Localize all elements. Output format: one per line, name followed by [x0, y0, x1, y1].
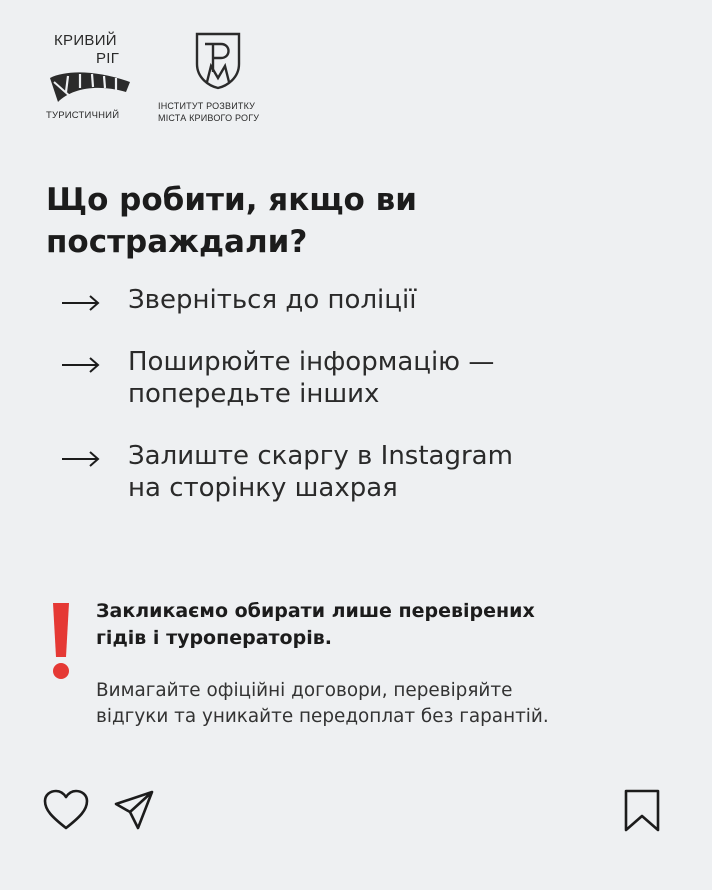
step-text: [128, 284, 416, 316]
step-line: Зверніться до поліції: [128, 285, 417, 315]
horn-mark-icon: [46, 68, 136, 108]
alert-title-line: Закликаємо обирати лише перевірених: [96, 600, 535, 622]
step-text: [128, 346, 494, 410]
long-right-arrow-icon: [60, 291, 102, 315]
alert-title: [96, 598, 535, 652]
long-right-arrow-icon: [60, 447, 102, 471]
institute-logo: [158, 30, 288, 130]
logo-subtitle: ТУРИСТИЧНИЙ: [46, 110, 120, 121]
step-line: Поширюйте інформацію —: [128, 347, 495, 377]
kryvyi-rih-logo: [44, 30, 144, 130]
alert-body-line: Вимагайте офіційні договори, перевіряйте: [96, 680, 513, 701]
page-title: Що робити, якщо ви постраждали?: [46, 182, 417, 260]
institute-emblem-icon: [191, 30, 245, 90]
logo-word-kryvyi: КРИВИЙ: [54, 32, 117, 49]
step-line: Залиште скаргу в Instagram: [128, 441, 513, 471]
send-icon[interactable]: [112, 788, 156, 832]
alert-body: [96, 678, 549, 730]
steps-list: [60, 284, 660, 504]
list-item: [60, 346, 660, 410]
alert-title-line: гідів і туроператорів.: [96, 627, 332, 649]
logo-word-rih: РІГ: [96, 50, 120, 67]
list-item: [60, 440, 660, 504]
exclamation-icon: [50, 601, 72, 681]
step-line: на сторінку шахрая: [128, 473, 398, 503]
step-text: [128, 440, 513, 504]
list-item: [60, 284, 660, 316]
heart-icon[interactable]: [42, 788, 90, 832]
alert-body-line: відгуки та уникайте передоплат без гарантій.: [96, 706, 549, 727]
step-line: попередьте інших: [128, 379, 380, 409]
long-right-arrow-icon: [60, 353, 102, 377]
institute-name-line1: ІНСТИТУТ РОЗВИТКУ: [158, 101, 256, 111]
institute-name: [158, 100, 259, 124]
bookmark-icon[interactable]: [622, 788, 662, 834]
institute-name-line2: МІСТА КРИВОГО РОГУ: [158, 113, 260, 123]
